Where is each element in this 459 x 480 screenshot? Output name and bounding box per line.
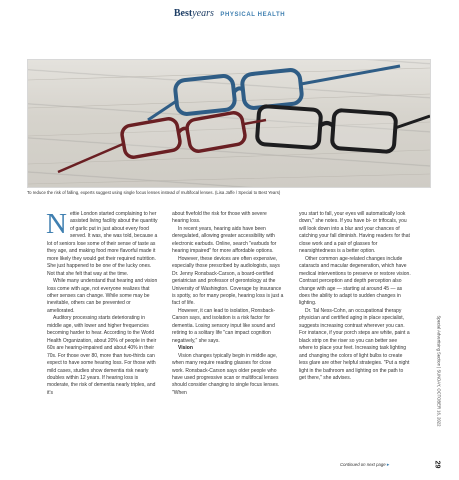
paragraph: you start to fall, your eyes will automatically look down," she notes. If you have bi- or trifocals, you will look down into a blur and your chances of catching your fall diminish. Having readers for that close work and a pair of glasses for nearsightedness is a better option. bbox=[299, 211, 410, 255]
paragraph: about fivefold the risk for those with severe hearing loss. bbox=[172, 211, 267, 225]
paragraph: However, it can lead to isolation, Ronsback-Carson says, and isolation is a risk factor for dementia. Losing sensory input like sound and retiring to a solitary life "can impact cognition negatively," she says. bbox=[172, 307, 275, 344]
paragraph: Vision changes typically begin in middle age, when many require reading glasses for close work. Ronsback-Carson says older people who have used progressive scan or multifocal lenses should consider changing to single focus lenses. "When bbox=[172, 352, 280, 396]
photo-caption: To reduce the risk of falling, experts suggest using single focus lenses instead of multifocal lenses. (Lisa Jaffe / Special to Best Years) bbox=[27, 190, 281, 195]
paragraph: Dr. Tal Ness-Cohn, an occupational therapy physician and certified aging in place specialist, suggests increasing contrast wherever you can. For instance, if your porch steps are white, paint a black strip on the riser so you can better see where to place your feet. Increasing task lighting and changing the colors of light bulbs to create less glare are other helpful strategies. "Put a night light in the bathroom and lighting on the path to get there," she advises. bbox=[299, 307, 410, 381]
brand-best: Best bbox=[173, 8, 193, 19]
continued-label: Continued on next page bbox=[340, 462, 386, 467]
article-column-3 bbox=[299, 211, 411, 382]
eyeglasses-illustration bbox=[28, 60, 430, 187]
folio bbox=[432, 271, 447, 471]
brand-years: years bbox=[192, 8, 214, 19]
section-title: PHYSICAL HEALTH bbox=[220, 12, 286, 18]
red-glasses bbox=[58, 111, 266, 172]
paragraph: Auditory processing starts deteriorating in middle age, with lower and higher frequencies becoming harder to hear. According to the World Health Organization, about 20% of people in their 60s are hearing-impaired and about 40% in their 70s. For those over 80, more than two-thirds can expect to have some hearing loss. For those with mild cases, studies show dementia risk nearly doubles within 12 years. If hearing loss is moderate, the risk of dementia nearly triples, and it's bbox=[47, 315, 157, 396]
drop-cap: N bbox=[46, 208, 67, 240]
paragraph: However, these devices are often expensive, especially those prescribed by audiologists, says Dr. Jenny Ronsback-Carson, a board-certified geriatrician and professor of gerontology at the University of Washington. Coverage by insurance is spotty, so for many people, hearing loss is just a fact of life. bbox=[172, 255, 284, 307]
black-glasses bbox=[257, 106, 430, 152]
paragraph: In recent years, hearing aids have been deregulated, allowing greater accessibility with electronic earbuds. Online, search "earbuds for hearing impaired" for more affordable options. bbox=[172, 225, 277, 255]
eyeglasses-photo bbox=[27, 59, 431, 188]
paragraph: Other common age-related changes include cataracts and macular degeneration, which have medical interventions to preserve or restore vision. Contrast perception and depth perception also change with age — starting at around 45 — as does the ability to adapt to sudden changes in lighting. bbox=[299, 255, 411, 307]
paragraph: While many understand that hearing and vision loss come with age, not everyone realizes that other senses can change. While some may be inevitable, others can be prevented or ameliorated. bbox=[47, 278, 158, 314]
continued-note bbox=[340, 462, 389, 468]
triangle-right-icon: ▸ bbox=[386, 462, 390, 468]
paragraph: ettie London started complaining to her assisted living facility about the quantity of garlic put in just about every food served. It was, she was told, because a lot of seniors lose some of their sense of taste as they age, and making food more flavorful made it more likely they would get their required nutrition. She just happened to be one of the lucky ones. Not that she felt that way at the time. bbox=[47, 211, 158, 277]
subhead-vision: Vision bbox=[178, 345, 193, 352]
page-number: 29 bbox=[433, 460, 441, 469]
article-column-1 bbox=[46, 208, 159, 397]
folio-text: Special Advertising Section | SUNDAY, OCTOBER 16, 2022 bbox=[436, 315, 442, 427]
page-header bbox=[0, 7, 459, 21]
article-column-2 bbox=[172, 211, 284, 397]
